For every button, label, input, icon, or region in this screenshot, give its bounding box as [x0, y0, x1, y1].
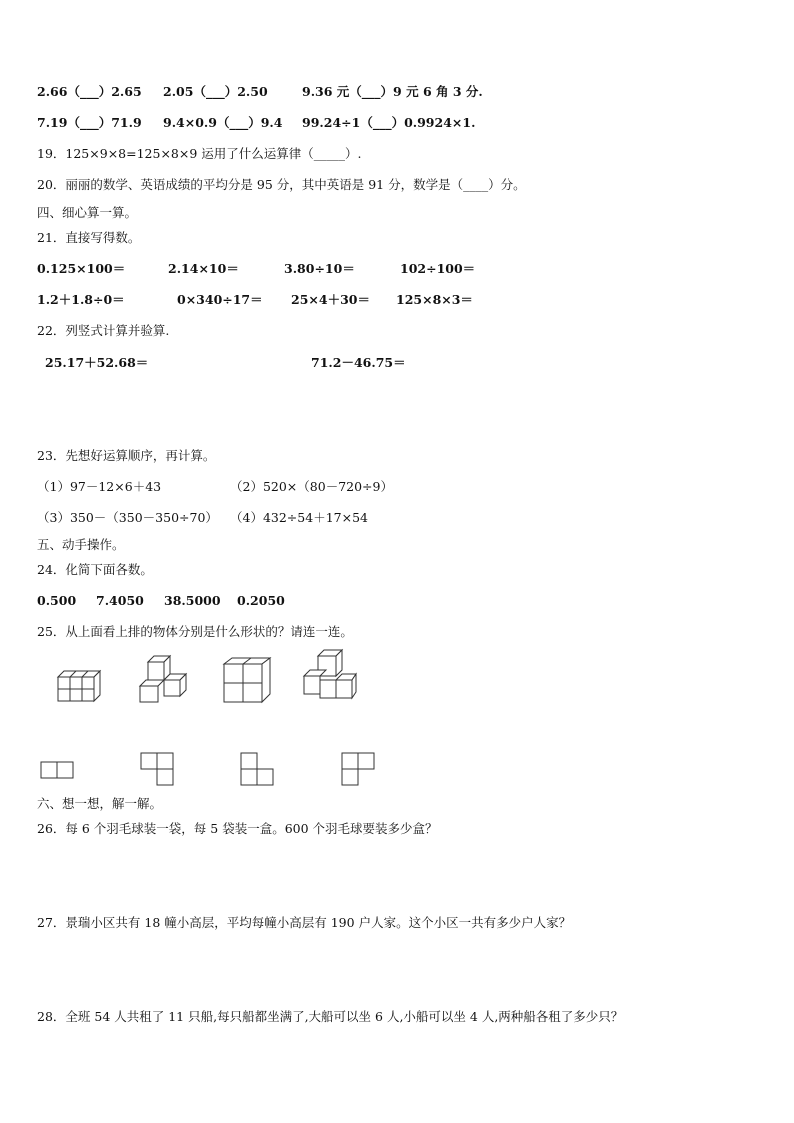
- question-26[interactable]: 26．每 6 个羽毛球装一袋，每 5 袋装一盒。600 个羽毛球要装多少盒？: [37, 821, 438, 836]
- top-view-1[interactable]: [40, 760, 76, 780]
- question-20[interactable]: 20．丽丽的数学、英语成绩的平均分是 95 分，其中英语是 91 分，数学是（____）分。: [37, 177, 526, 192]
- top-view-2[interactable]: [140, 752, 176, 788]
- q21-item[interactable]: 125×8×3＝: [396, 292, 473, 307]
- compare-item-3[interactable]: 9.36 元（___）9 元 6 角 3 分.: [302, 84, 483, 99]
- solid-figure-1[interactable]: [52, 665, 104, 703]
- compare-item-5[interactable]: 9.4×0.9（___）9.4: [163, 115, 283, 130]
- q24-item[interactable]: 0.500: [37, 593, 77, 608]
- top-view-3[interactable]: [240, 752, 276, 788]
- question-27[interactable]: 27．景瑞小区共有 18 幢小高层，平均每幢小高层有 190 户人家。这个小区一共有多少户人家？: [37, 915, 572, 930]
- q24-item[interactable]: 38.5000: [164, 593, 221, 608]
- section-5-heading: 五、动手操作。: [37, 537, 125, 552]
- solid-figure-3[interactable]: [220, 656, 272, 704]
- section-4-heading: 四、细心算一算。: [37, 205, 138, 220]
- compare-item-4[interactable]: 7.19（___）71.9: [37, 115, 142, 130]
- q21-item[interactable]: 25×4＋30＝: [291, 292, 370, 307]
- compare-item-1[interactable]: 2.66（___）2.65: [37, 84, 142, 99]
- question-22-title: 22．列竖式计算并验算.: [37, 323, 170, 338]
- q21-item[interactable]: 102÷100＝: [400, 261, 476, 276]
- solid-figure-4[interactable]: [300, 650, 356, 704]
- q21-item[interactable]: 0.125×100＝: [37, 261, 126, 276]
- q22-item[interactable]: 25.17＋52.68＝: [45, 355, 149, 370]
- question-19[interactable]: 19．125×9×8=125×8×9 运用了什么运算律（_____）.: [37, 146, 362, 161]
- question-24-title: 24．化简下面各数。: [37, 562, 153, 577]
- question-23-title: 23．先想好运算顺序，再计算。: [37, 448, 216, 463]
- q22-item[interactable]: 71.2－46.75＝: [311, 355, 406, 370]
- compare-item-6[interactable]: 99.24÷1（___）0.9924×1.: [302, 115, 476, 130]
- q21-item[interactable]: 2.14×10＝: [168, 261, 239, 276]
- question-28[interactable]: 28．全班 54 人共租了 11 只船,每只船都坐满了,大船可以坐 6 人,小船可以坐 4 人,两种船各租了多少只？: [37, 1009, 624, 1024]
- top-view-4[interactable]: [341, 752, 377, 788]
- q21-item[interactable]: 1.2＋1.8÷0＝: [37, 292, 125, 307]
- q21-item[interactable]: 3.80÷10＝: [284, 261, 355, 276]
- solid-figure-2[interactable]: [136, 656, 188, 704]
- compare-item-2[interactable]: 2.05（___）2.50: [163, 84, 268, 99]
- q23-item[interactable]: （2）520×（80－720÷9）: [230, 479, 393, 494]
- q24-item[interactable]: 7.4050: [96, 593, 144, 608]
- q23-item[interactable]: （1）97－12×6＋43: [37, 479, 162, 494]
- question-25-title: 25．从上面看上排的物体分别是什么形状的？请连一连。: [37, 624, 353, 639]
- question-21-title: 21．直接写得数。: [37, 230, 141, 245]
- q23-item[interactable]: （4）432÷54＋17×54: [230, 510, 368, 525]
- q23-item[interactable]: （3）350－（350－350÷70）: [37, 510, 218, 525]
- q21-item[interactable]: 0×340÷17＝: [177, 292, 263, 307]
- q24-item[interactable]: 0.2050: [237, 593, 285, 608]
- section-6-heading: 六、想一想，解一解。: [37, 796, 163, 811]
